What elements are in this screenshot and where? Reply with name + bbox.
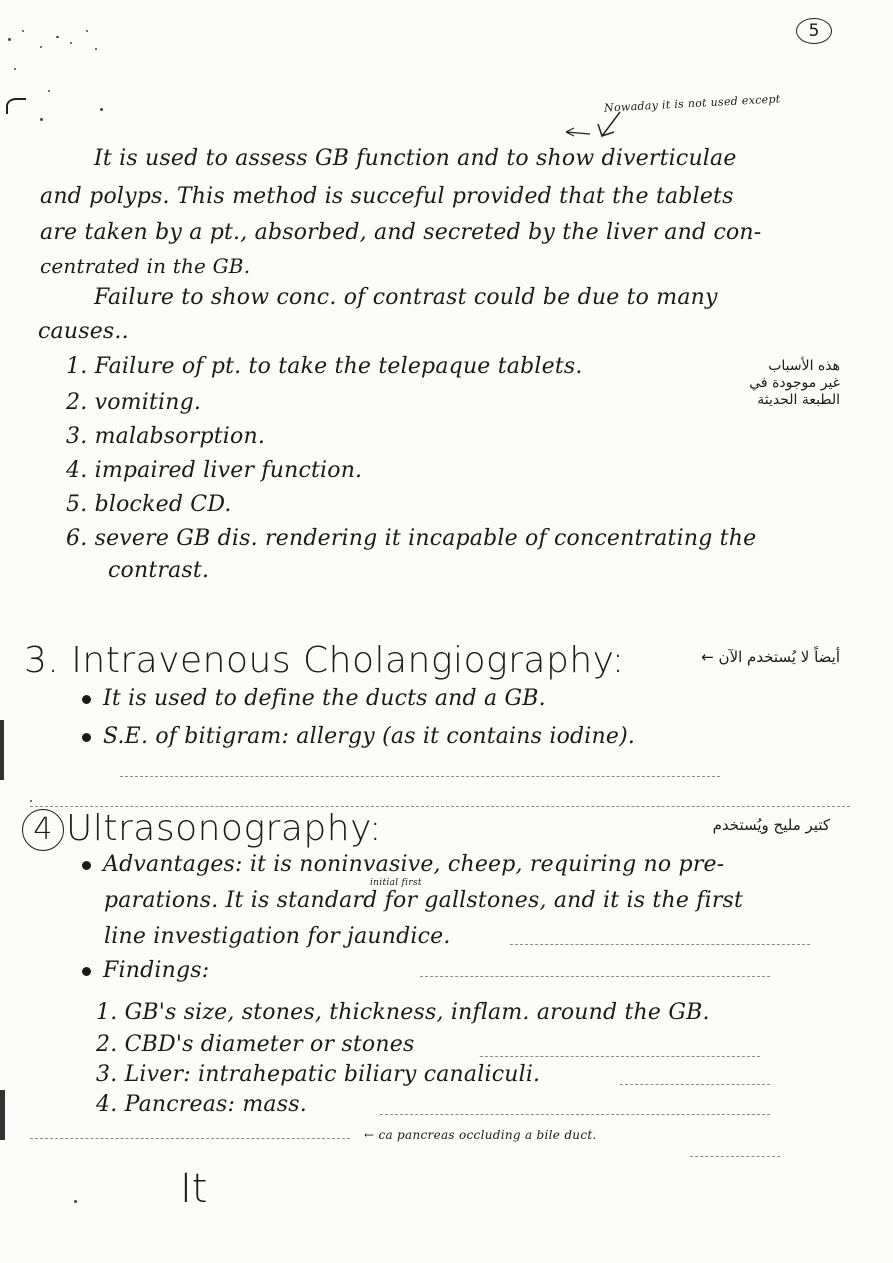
advantages-line-3: line investigation for jaundice. [104, 924, 451, 949]
corner-mark [6, 98, 26, 114]
intro-line-3: are taken by a pt., absorbed, and secreted by the liver and con- [40, 220, 762, 245]
section4-arabic-note: كتير مليح ويُستخدم [712, 816, 830, 834]
bullet-item: It is used to define the ducts and a GB. [82, 686, 546, 711]
failure-paragraph [38, 285, 858, 355]
divider [30, 806, 850, 807]
divider [420, 976, 770, 977]
intro-line-1: It is used to assess GB function and to show diverticulae [94, 146, 737, 171]
divider [480, 1056, 760, 1057]
section3-bullets [82, 686, 842, 766]
margin-note-top: Nowaday it is not used except [603, 92, 781, 115]
divider [510, 944, 810, 945]
bullet-item: S.E. of bitigram: allergy (as it contains iodine). [82, 724, 635, 749]
page-number: 5 [796, 18, 832, 44]
list-item: 3. malabsorption. [66, 424, 266, 449]
section-number-badge: 4 [22, 809, 64, 851]
advantages-block [82, 852, 862, 952]
section3-arabic-note: أيضاً لا يُستخدم الآن ← [701, 648, 840, 666]
list-item: 1. GB's size, stones, thickness, inflam. around the GB. [96, 1000, 710, 1025]
list-item: 4. impaired liver function. [66, 458, 363, 483]
advantages-line-1: Advantages: it is noninvasive, cheep, requiring no pre- [82, 852, 724, 877]
pancreas-note: ← ca pancreas occluding a bile duct. [364, 1128, 597, 1142]
advantages-line-2: parations. It is standard for gallstones, and it is the first [104, 888, 744, 913]
list-item: 3. Liver: intrahepatic biliary canaliculi. [96, 1062, 541, 1087]
list-item: 2. CBD's diameter or stones [96, 1032, 415, 1057]
scan-edge [0, 720, 4, 780]
findings-label: Findings: [82, 958, 209, 983]
findings-list [96, 1000, 856, 1130]
section3-heading: 3. Intravenous Cholangiography: [24, 640, 625, 681]
bottom-mark: It [180, 1166, 208, 1212]
scan-edge [0, 1090, 5, 1140]
list-item: 1. Failure of pt. to take the telepaque tablets. [66, 354, 583, 379]
divider [380, 1114, 770, 1115]
list-item-continuation: contrast. [108, 558, 210, 583]
intro-paragraph [40, 140, 860, 278]
divider [120, 776, 720, 777]
divider [30, 1138, 350, 1139]
list-item: 5. blocked CD. [66, 492, 232, 517]
divider [690, 1156, 780, 1157]
superscript-note: initial first [370, 878, 422, 888]
list-item: 4. Pancreas: mass. [96, 1092, 307, 1117]
intro-line-2: and polyps. This method is succeful provided that the tablets [40, 184, 734, 209]
list-item: 6. severe GB dis. rendering it incapable of concentrating the [66, 526, 757, 551]
section4-heading: 4 Ultrasonography: [22, 808, 382, 851]
divider [620, 1084, 770, 1085]
list-item: 2. vomiting. [66, 390, 202, 415]
intro-line-4: centrated in the GB. [40, 254, 251, 278]
failure-line-2: causes.. [38, 319, 129, 344]
arabic-note-causes: هذه الأسباب غير موجودة في الطبعة الحديثة [749, 358, 840, 408]
failure-line-1: Failure to show conc. of contrast could be due to many [94, 285, 718, 310]
